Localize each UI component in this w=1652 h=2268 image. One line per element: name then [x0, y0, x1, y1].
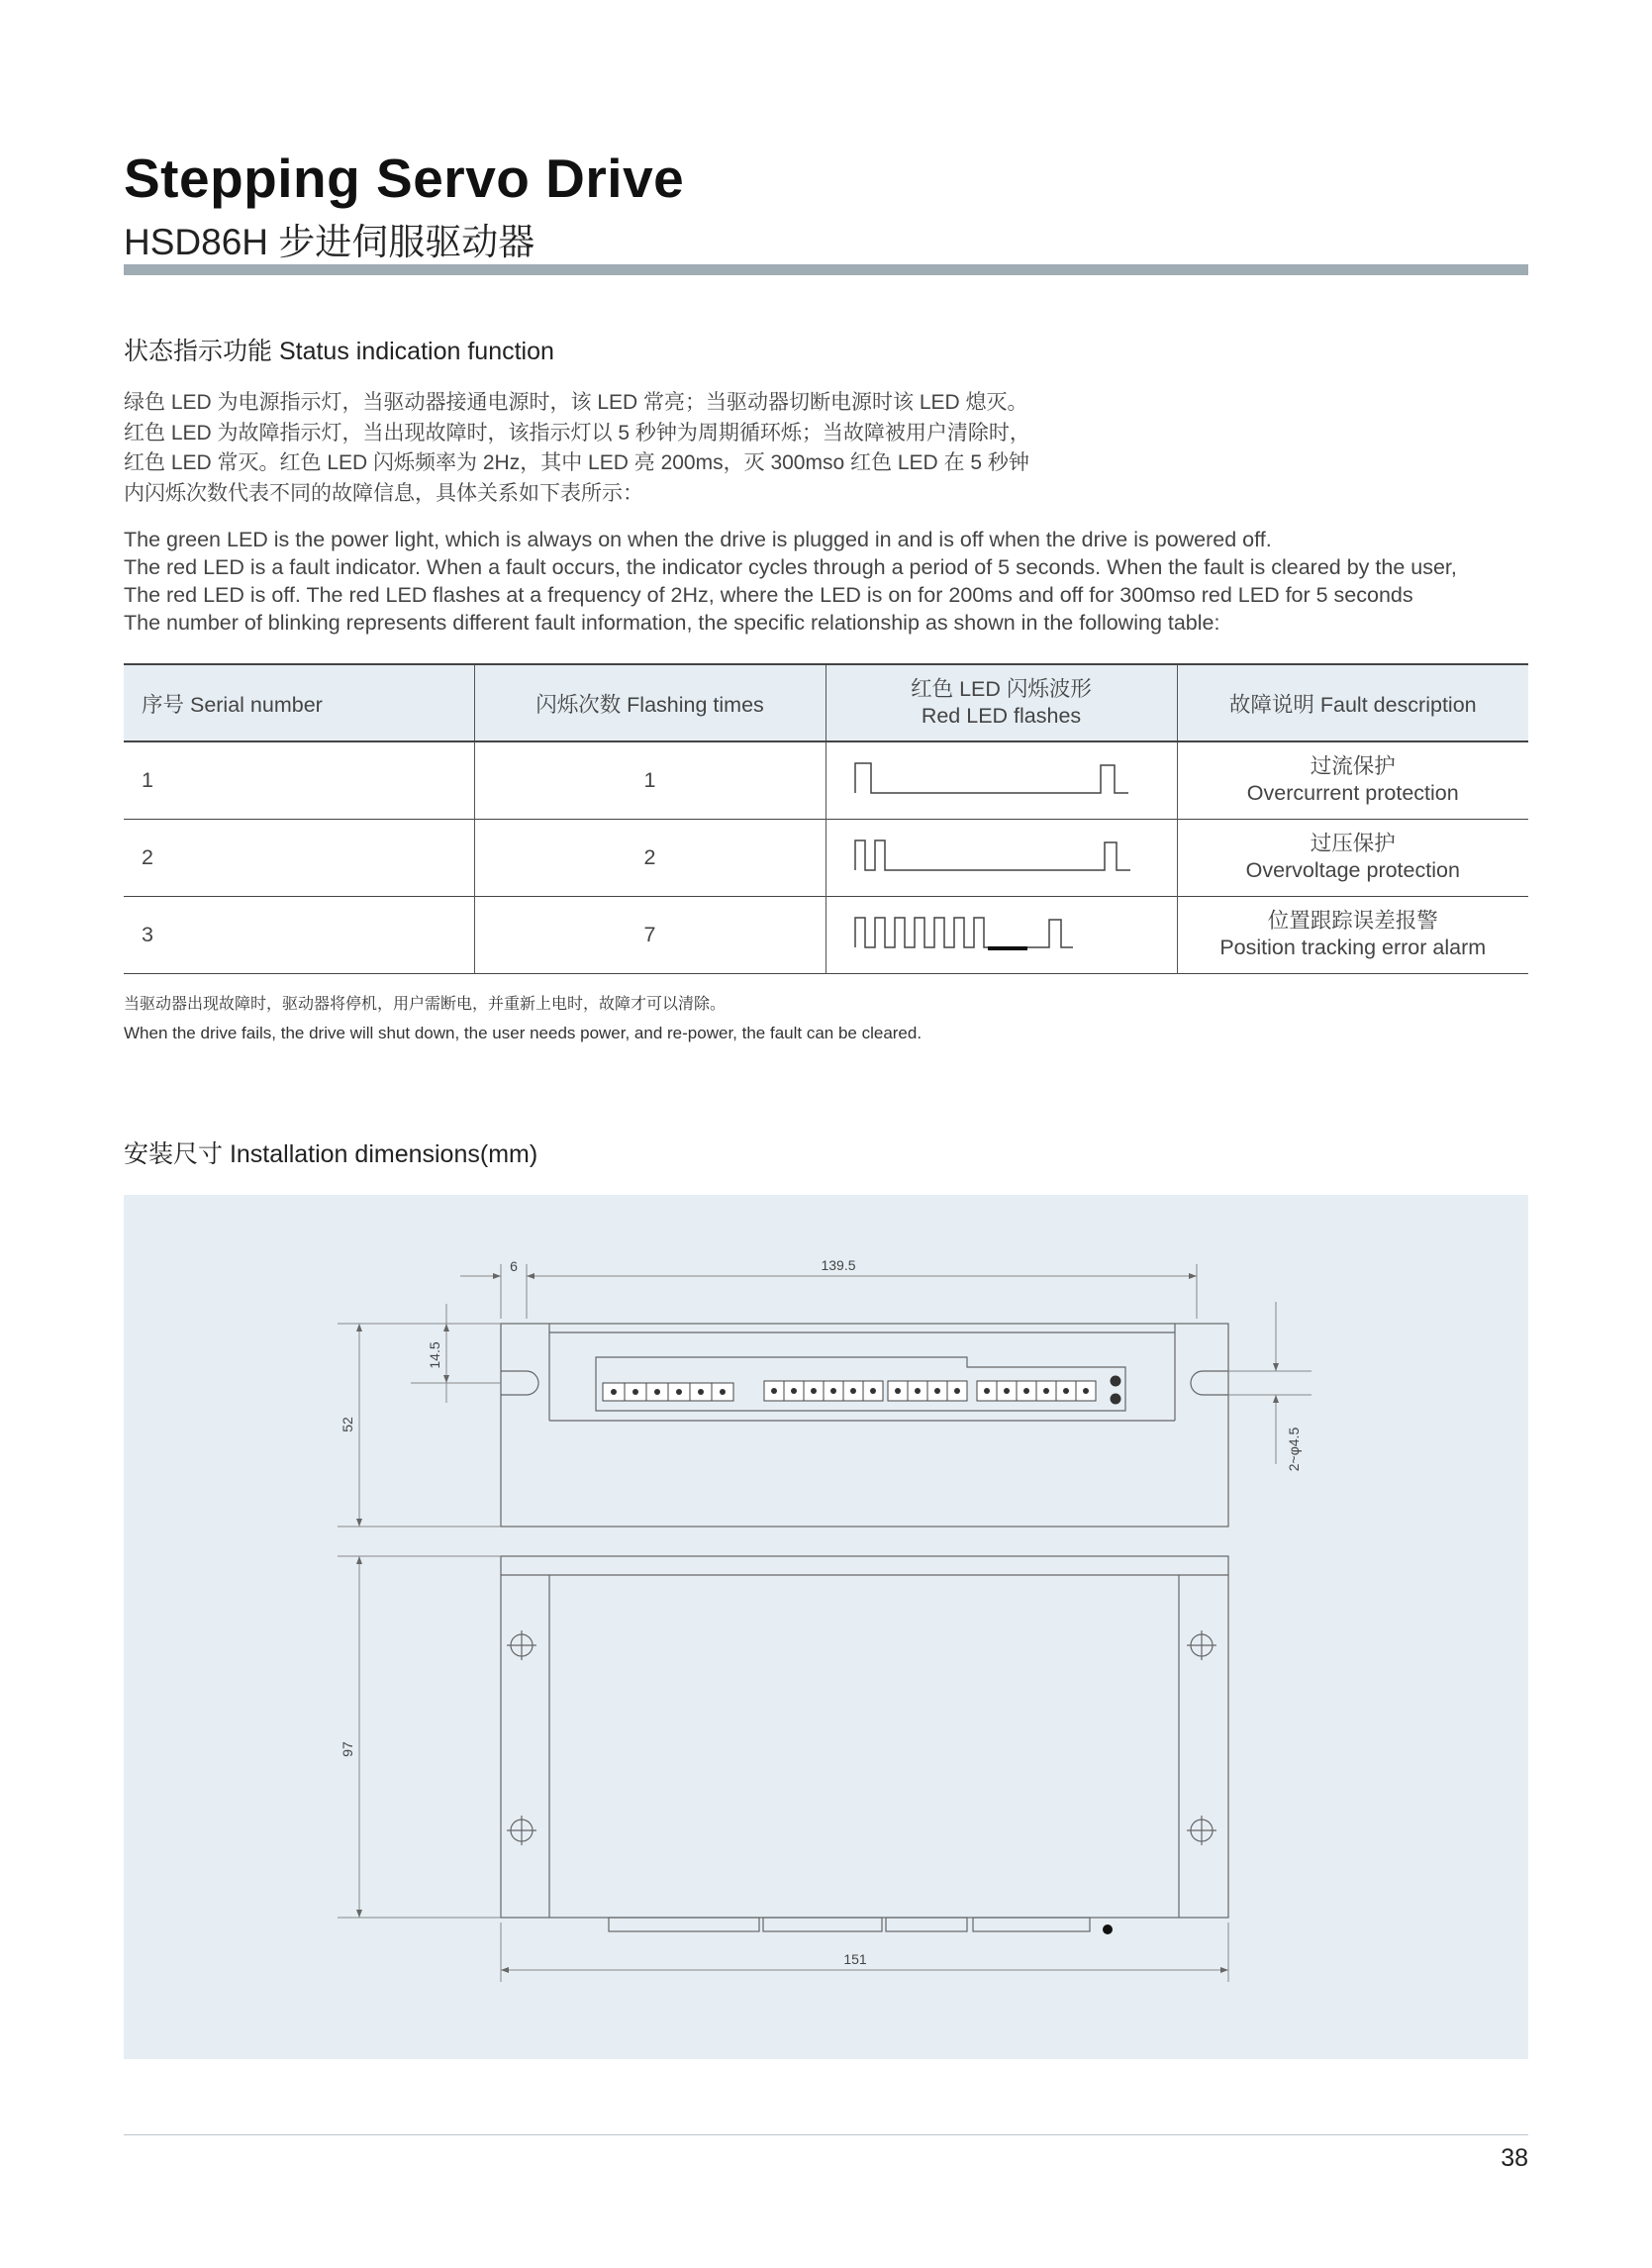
page-subtitle: HSD86H 步进伺服驱动器: [124, 222, 535, 262]
status-en-line: The number of blinking represents different fault information, the specific relationship as shown in the following table:: [124, 611, 1220, 635]
status-en-line: The red LED is a fault indicator. When a fault occurs, the indicator cycles through a period of 5 seconds. When the fault is cleared by the user,: [124, 555, 1457, 579]
header-fault: 故障说明 Fault description: [1228, 692, 1477, 717]
header-waveform-en: Red LED flashes: [921, 704, 1082, 728]
fault-table: [124, 663, 1528, 974]
led-dot: [1103, 1924, 1113, 1934]
dim-hole-label: 2~φ4.5: [1286, 1427, 1302, 1472]
pin-group: [977, 1381, 1096, 1401]
fault-cell: [1177, 896, 1528, 973]
note-en: When the drive fails, the drive will shut down, the user needs power, and re-power, the fault can be cleared.: [124, 1024, 923, 1042]
waveform-2: [853, 835, 1150, 874]
flash-count-cell: 1: [474, 741, 826, 819]
header-serial: 序号 Serial number: [124, 664, 474, 741]
pin-group: [764, 1381, 883, 1401]
header-waveform-cn: 红色 LED 闪烁波形: [911, 677, 1092, 701]
fault-cell: [1177, 741, 1528, 819]
dim-52-label: 52: [340, 1417, 355, 1432]
status-cn-line: 红色 LED 为故障指示灯，当出现故障时，该指示灯以 5 秒钟为周期循环烁；当故障被用户清除时，: [124, 421, 1030, 444]
top-view-outline: [501, 1556, 1228, 1918]
pin-group: [603, 1383, 733, 1401]
fault-en: Position tracking error alarm: [1219, 936, 1487, 959]
serial-cell: 1: [124, 741, 474, 819]
table-row: [124, 819, 1528, 896]
fault-cn: 位置跟踪误差报警: [1267, 909, 1438, 933]
table-row: [124, 896, 1528, 973]
fault-en: Overvoltage protection: [1245, 858, 1460, 882]
note-cn: 当驱动器出现故障时，驱动器将停机，用户需断电，并重新上电时，故障才可以清除。: [124, 996, 727, 1013]
terminal-block: [973, 1918, 1090, 1931]
header-flashing: 闪烁次数 Flashing times: [474, 664, 826, 741]
header-waveform: [826, 664, 1177, 741]
dimension-drawing: [124, 1195, 1528, 2059]
flash-count-cell: 7: [474, 896, 826, 973]
slot-left: [501, 1371, 538, 1395]
waveform-3: [853, 912, 1150, 951]
installation-drawing-panel: [124, 1195, 1528, 2059]
dim-6-label: 6: [510, 1258, 518, 1274]
table-row: [124, 741, 1528, 819]
fault-cn: 过流保护: [1310, 754, 1396, 779]
waveform-cell: [826, 741, 1177, 819]
flash-count-cell: 2: [474, 819, 826, 896]
serial-cell: 3: [124, 896, 474, 973]
pulse-train: [855, 840, 1130, 870]
footer-divider: [124, 2134, 1528, 2135]
page-title: Stepping Servo Drive: [124, 148, 685, 209]
dim-139-5-label: 139.5: [821, 1257, 856, 1273]
status-en-line: The green LED is the power light, which is always on when the drive is plugged in and is off when the drive is powered off.: [124, 528, 1272, 551]
fault-en: Overcurrent protection: [1246, 781, 1459, 806]
dim-97-label: 97: [340, 1741, 355, 1757]
status-section-title: 状态指示功能 Status indication function: [124, 338, 554, 365]
serial-cell: 2: [124, 819, 474, 896]
status-cn-line: 内闪烁次数代表不同的故障信息，具体关系如下表所示：: [124, 481, 643, 505]
status-en-line: The red LED is off. The red LED flashes at a frequency of 2Hz, where the LED is on for 200ms and off for 300mso red LED for 5 seconds: [124, 583, 1413, 607]
status-cn-paragraph: [124, 388, 1030, 509]
status-cn-line: 绿色 LED 为电源指示灯，当驱动器接通电源时，该 LED 常亮；当驱动器切断电源时该 LED 熄灭。: [124, 391, 1028, 414]
installation-section-title: 安装尺寸 Installation dimensions(mm): [124, 1140, 538, 1168]
dim-151-label: 151: [843, 1951, 867, 1967]
status-en-paragraph: [124, 526, 1457, 637]
pulse-train: [855, 918, 1073, 947]
slot-right: [1191, 1371, 1228, 1395]
terminal-block: [763, 1918, 882, 1931]
waveform-1: [853, 757, 1150, 797]
terminal-block: [886, 1918, 967, 1931]
pulse-train: [855, 763, 1128, 793]
page-number: 38: [1501, 2144, 1528, 2172]
fault-cn: 过压保护: [1310, 832, 1396, 855]
mounting-holes: [507, 1630, 1216, 1845]
side-view-outline: [501, 1324, 1228, 1527]
fault-cell: [1177, 819, 1528, 896]
terminal-block: [609, 1918, 759, 1931]
fault-table-header: [124, 664, 1528, 741]
dim-14-5-label: 14.5: [427, 1341, 442, 1369]
waveform-cell: [826, 819, 1177, 896]
header-divider: [124, 264, 1528, 275]
waveform-cell: [826, 896, 1177, 973]
status-cn-line: 红色 LED 常灭。红色 LED 闪烁频率为 2Hz，其中 LED 亮 200ms，灭 300mso 红色 LED 在 5 秒钟: [124, 451, 1029, 474]
